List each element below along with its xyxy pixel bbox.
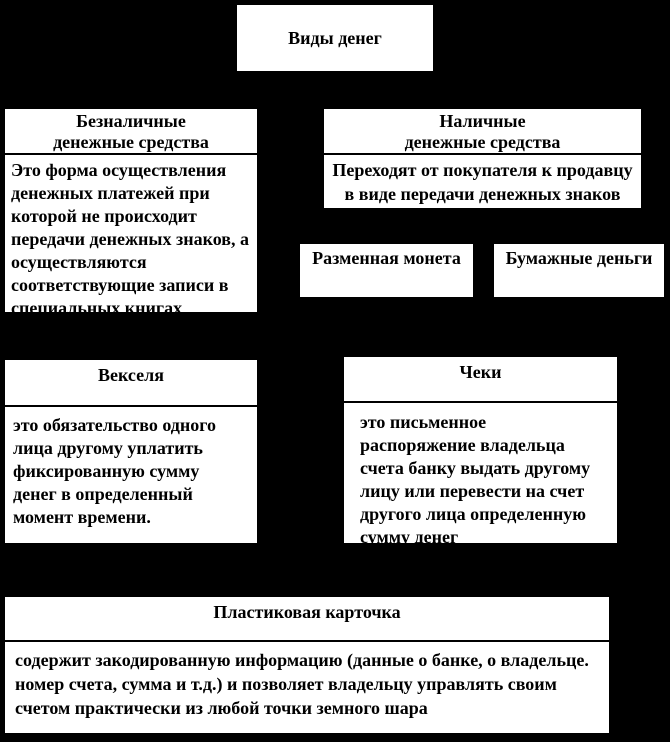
box-bills-of-exchange	[3, 358, 259, 545]
cash-header-line2: денежные средства	[404, 132, 561, 152]
checks-description: это письменное распоряжение владельца счета банку выдать другому лицу или перевести на счет другого лица определенную сумму денег	[360, 412, 591, 547]
cash-funds-description: Переходят от покупателя к продавцу в виде передачи денежных знаков	[332, 160, 633, 204]
box-non-cash-funds	[3, 107, 259, 318]
non-cash-funds-header	[5, 109, 257, 155]
cash-funds-header	[324, 109, 641, 155]
non-cash-funds-description: Это форма осуществления денежных платежей при которой не происходит передачи денежных знаков, а осуществляются соответствующие записи в специальных книгах	[11, 160, 249, 318]
cash-header-line1: Наличные	[439, 111, 526, 131]
box-paper-money	[492, 242, 666, 299]
bills-of-exchange-header: Векселя	[5, 360, 257, 407]
checks-header: Чеки	[344, 357, 617, 403]
bills-of-exchange-description: это обязательство одного лица другому уплатить фиксированную сумму денег в определенный момент времени.	[13, 415, 217, 527]
plastic-card-description: содержит закодированную информацию (данные о банке, о владельце. номер счета, сумма и т.д.) и позволяет владельцу управлять своим счетом практически из любой точки земного шара	[15, 650, 589, 718]
box-small-change-coin	[298, 242, 475, 299]
box-cash-funds	[322, 107, 643, 210]
plastic-card-header: Пластиковая карточка	[5, 597, 609, 642]
box-checks	[342, 355, 619, 545]
paper-money-label: Бумажные деньги	[505, 248, 653, 268]
small-change-coin-label: Разменная монета	[312, 248, 461, 268]
non-cash-header-line1: Безналичные	[76, 111, 186, 131]
box-types-of-money	[235, 3, 435, 73]
types-of-money-label: Виды денег	[288, 27, 382, 48]
non-cash-header-line2: денежные средства	[53, 132, 209, 152]
box-plastic-card	[3, 595, 611, 735]
